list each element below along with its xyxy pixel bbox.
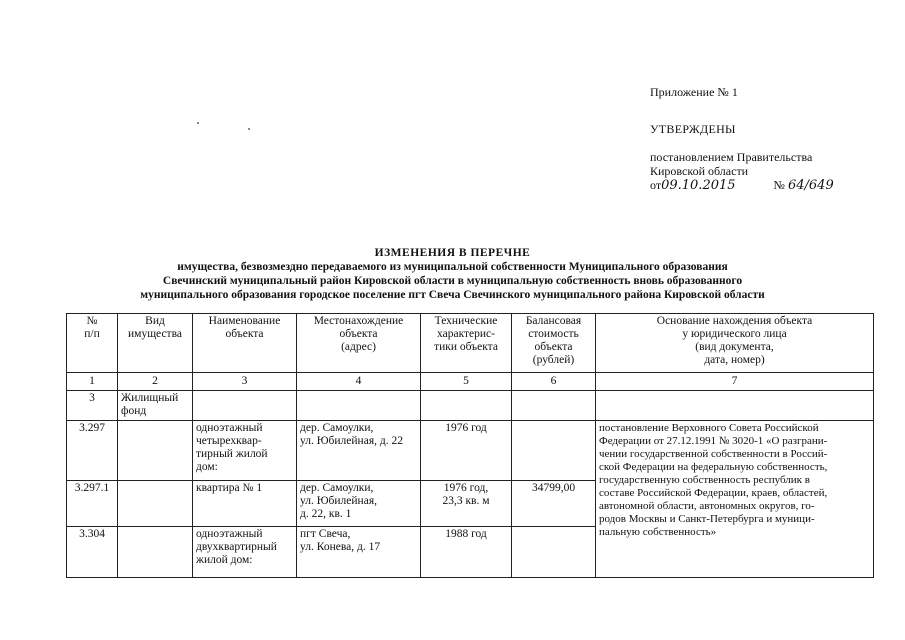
column-number: 5 bbox=[421, 373, 512, 391]
header-row bbox=[67, 314, 874, 373]
column-number: 2 bbox=[118, 373, 193, 391]
column-number: 3 bbox=[193, 373, 297, 391]
cell-name bbox=[193, 391, 297, 421]
cell-type bbox=[118, 527, 193, 578]
handwritten-number: 64/649 bbox=[787, 178, 834, 193]
cell-name: квартира № 1 bbox=[193, 481, 297, 527]
cell-num: 3 bbox=[67, 391, 118, 421]
cell-name: одноэтажный четырехквар- тирный жилой дом: bbox=[193, 421, 297, 481]
cell-tech bbox=[421, 391, 512, 421]
header-location: Местонахождение объекта (адрес) bbox=[297, 314, 421, 373]
column-number: 4 bbox=[297, 373, 421, 391]
cell-balance bbox=[512, 527, 596, 578]
cell-tech: 1976 год bbox=[421, 421, 512, 481]
date-prefix: от bbox=[650, 178, 662, 192]
cell-location: дер. Самоулки, ул. Юбилейная, д. 22, кв. 1 bbox=[297, 481, 421, 527]
cell-type: Жилищный фонд bbox=[118, 391, 193, 421]
title-line-3: Свечинский муниципальный район Кировской области в муниципальную собственность вновь образованного bbox=[162, 275, 743, 287]
decree-line-2: Кировской области bbox=[650, 164, 749, 178]
cell-num: 3.297.1 bbox=[67, 481, 118, 527]
cell-type bbox=[118, 481, 193, 527]
column-number: 1 bbox=[67, 373, 118, 391]
cell-balance bbox=[512, 421, 596, 481]
cell-type bbox=[118, 421, 193, 481]
column-number: 6 bbox=[512, 373, 596, 391]
cell-num: 3.304 bbox=[67, 527, 118, 578]
decree-line-1: постановлением Правительства bbox=[650, 150, 813, 164]
table-row bbox=[67, 391, 874, 421]
number-prefix: № bbox=[773, 178, 785, 192]
scan-speck bbox=[248, 128, 250, 130]
cell-tech: 1976 год, 23,3 кв. м bbox=[421, 481, 512, 527]
header-balance: Балансовая стоимость объекта (рублей) bbox=[512, 314, 596, 373]
column-number-row bbox=[67, 373, 874, 391]
cell-balance bbox=[512, 391, 596, 421]
header-name: Наименование объекта bbox=[193, 314, 297, 373]
property-table bbox=[66, 313, 874, 578]
title-line-4: муниципального образования городское поселение пгт Свеча Свечинского муниципального района Кировской области bbox=[140, 289, 765, 301]
header-type: Вид имущества bbox=[118, 314, 193, 373]
cell-balance: 34799,00 bbox=[512, 481, 596, 527]
column-number: 7 bbox=[596, 373, 874, 391]
cell-location: пгт Свеча, ул. Конева, д. 17 bbox=[297, 527, 421, 578]
header-basis: Основание нахождения объекта у юридического лица (вид документа, дата, номер) bbox=[596, 314, 874, 373]
appendix-number: Приложение № 1 bbox=[650, 85, 738, 99]
header-tech: Технические характерис- тики объекта bbox=[421, 314, 512, 373]
handwritten-date: 09.10.2015 bbox=[661, 178, 736, 193]
title-line-1: ИЗМЕНЕНИЯ В ПЕРЕЧНЕ bbox=[374, 247, 531, 259]
title-line-2: имущества, безвозмездно передаваемого из муниципальной собственности Муниципального образования bbox=[177, 261, 728, 273]
cell-location bbox=[297, 391, 421, 421]
approved-label: УТВЕРЖДЕНЫ bbox=[650, 122, 736, 136]
cell-basis: постановление Верховного Совета Российской Федерации от 27.12.1991 № 3020-1 «О разграни- чении государственной собственности в Россий- ской Федерации на федеральную собственность, государственную собственность республик в составе Российской Федерации, краев, областей, автономной области, автономных округов, го- родов Москвы и Санкт-Петербурга и муници- пальную собственность» bbox=[596, 421, 874, 578]
cell-tech: 1988 год bbox=[421, 527, 512, 578]
scan-speck bbox=[197, 122, 199, 124]
header-num: № п/п bbox=[67, 314, 118, 373]
cell-location: дер. Самоулки, ул. Юбилейная, д. 22 bbox=[297, 421, 421, 481]
decree-date-line bbox=[650, 178, 834, 193]
cell-name: одноэтажный двухквартирный жилой дом: bbox=[193, 527, 297, 578]
table-row bbox=[67, 421, 874, 481]
cell-num: 3.297 bbox=[67, 421, 118, 481]
cell-basis-empty bbox=[596, 391, 874, 421]
document-title bbox=[0, 246, 905, 302]
